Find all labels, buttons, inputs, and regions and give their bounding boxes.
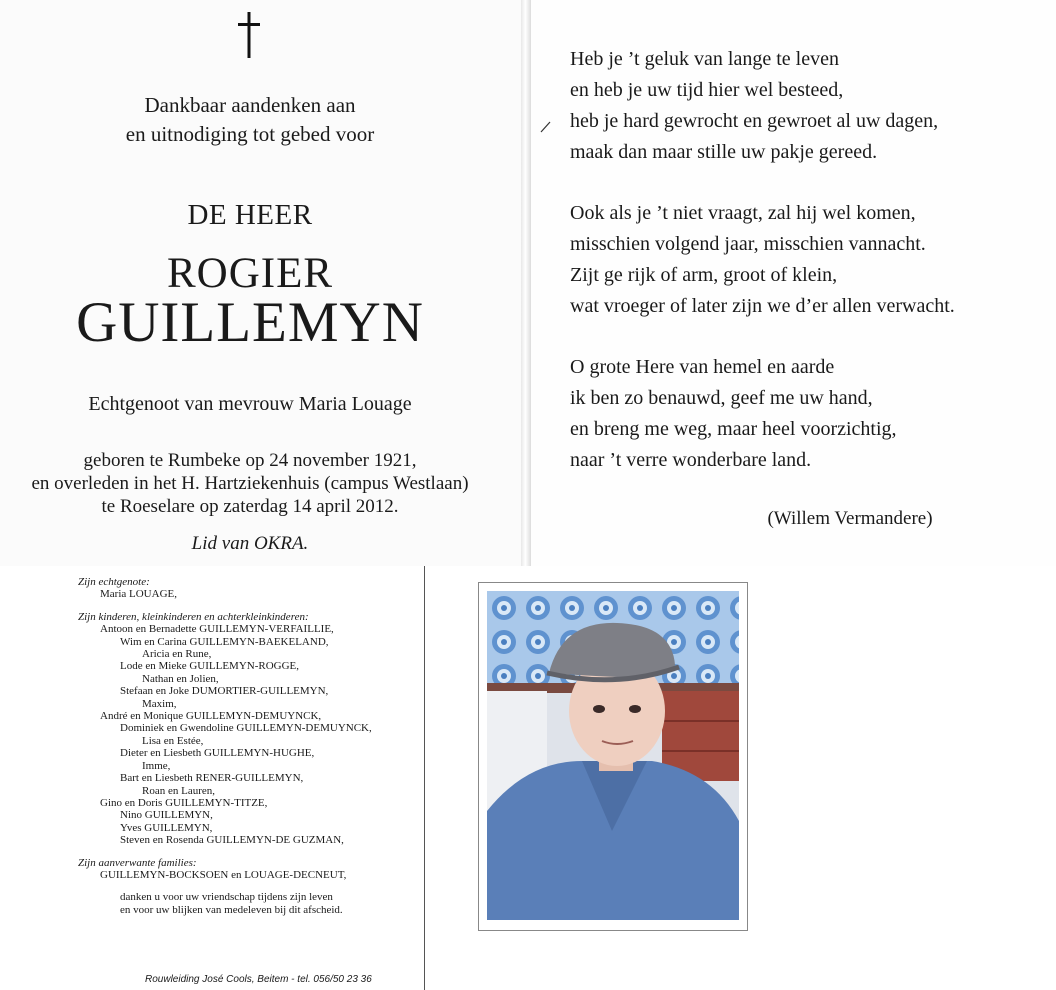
- portrait-photo: [487, 591, 739, 920]
- family-line: Imme,: [142, 759, 171, 772]
- family-line: Bart en Liesbeth RENER-GUILLEMYN,: [120, 772, 304, 785]
- card-fold: [521, 0, 531, 566]
- poem-line: en breng me weg, maar heel voorzichtig,: [570, 418, 897, 440]
- thanks-line-2: en voor uw blijken van medeleven bij dit afscheid.: [120, 903, 343, 916]
- family-line: Steven en Rosenda GUILLEMYN-DE GUZMAN,: [120, 834, 344, 847]
- family-line: Aricia en Rune,: [142, 648, 212, 661]
- family-line: Stefaan en Joke DUMORTIER-GUILLEMYN,: [120, 685, 329, 698]
- spouse-line: Echtgenoot van mevrouw Maria Louage: [88, 393, 412, 415]
- family-line: Maxim,: [142, 697, 177, 710]
- poem-line: Heb je ’t geluk van lange te leven: [570, 48, 839, 70]
- spouse-heading: Zijn echtgenote:: [78, 576, 150, 588]
- intro-line-1: Dankbaar aandenken aan: [144, 93, 356, 117]
- thanks-line-1: danken u voor uw vriendschap tijdens zijn leven: [120, 891, 333, 904]
- first-name: ROGIER: [166, 250, 334, 297]
- family-line: Wim en Carina GUILLEMYN-BAEKELAND,: [120, 635, 329, 648]
- family-line: Dieter en Liesbeth GUILLEMYN-HUGHE,: [120, 747, 315, 760]
- poem-line: en heb je uw tijd hier wel besteed,: [570, 79, 844, 101]
- poem-stanza-3: [570, 352, 1040, 476]
- family-line: Yves GUILLEMYN,: [120, 821, 213, 834]
- poem-line: O grote Here van hemel en aarde: [570, 356, 835, 378]
- family-line: Gino en Doris GUILLEMYN-TITZE,: [100, 796, 268, 809]
- birth-line: geboren te Rumbeke op 24 november 1921,: [83, 450, 417, 471]
- membership: Lid van OKRA.: [191, 533, 309, 554]
- poem-author: (Willem Vermandere): [767, 508, 933, 529]
- poem-stanza-1: [570, 44, 1040, 168]
- family-line: Roan en Lauren,: [142, 784, 215, 797]
- poem-line: ik ben zo benauwd, geef me uw hand,: [570, 387, 873, 409]
- funeral-director-footer: Rouwleiding José Cools, Beitem - tel. 056/50 23 36: [145, 974, 372, 985]
- honorific: DE HEER: [187, 199, 313, 231]
- poem-line: heb je hard gewrocht en gewroet al uw dagen,: [570, 110, 939, 132]
- family-list: [78, 576, 372, 916]
- poem-line: naar ’t verre wonderbare land.: [570, 449, 812, 471]
- children-heading: Zijn kinderen, kleinkinderen en achterkleinkinderen:: [78, 610, 309, 623]
- divider-line: [424, 566, 425, 990]
- family-line: Dominiek en Gwendoline GUILLEMYN-DEMUYNCK,: [120, 722, 372, 735]
- poem-line: Ook als je ’t niet vraagt, zal hij wel komen,: [570, 202, 916, 224]
- pen-mark: [538, 116, 554, 136]
- poem-line: Zijt ge rijk of arm, groot of klein,: [570, 264, 838, 286]
- family-line: Nathan en Jolien,: [142, 672, 219, 685]
- poem-line: misschien volgend jaar, misschien vannacht.: [570, 233, 926, 255]
- poem-line: wat vroeger of later zijn we d’er allen verwacht.: [570, 295, 955, 317]
- family-line: Nino GUILLEMYN,: [120, 809, 213, 822]
- dates-block: [10, 449, 490, 518]
- family-line: Lode en Mieke GUILLEMYN-ROGGE,: [120, 660, 300, 673]
- death-date-line: te Roeselare op zaterdag 14 april 2012.: [101, 496, 399, 517]
- death-place-line: en overleden in het H. Hartziekenhuis (campus Westlaan): [31, 473, 469, 494]
- related-heading: Zijn aanverwante families:: [78, 856, 197, 869]
- poem-stanza-2: [570, 198, 1040, 322]
- family-line: André en Monique GUILLEMYN-DEMUYNCK,: [100, 710, 322, 723]
- intro-line-2: en uitnodiging tot gebed voor: [125, 122, 375, 146]
- spouse-name: Maria LOUAGE,: [100, 588, 177, 601]
- family-line: Lisa en Estée,: [142, 734, 204, 747]
- family-line: Antoon en Bernadette GUILLEMYN-VERFAILLIE,: [100, 623, 334, 636]
- last-name: GUILLEMYN: [76, 291, 424, 354]
- poem-line: maak dan maar stille uw pakje gereed.: [570, 141, 878, 163]
- related-families: GUILLEMYN-BOCKSOEN en LOUAGE-DECNEUT,: [100, 868, 347, 881]
- cross-icon: [232, 10, 266, 60]
